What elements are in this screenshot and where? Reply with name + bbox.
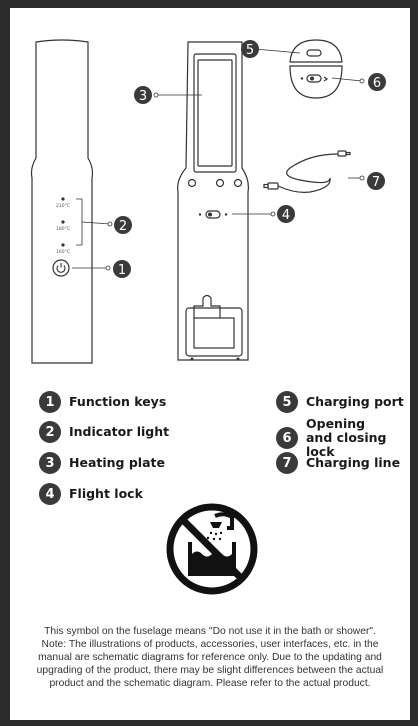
svg-text:2: 2 bbox=[118, 219, 128, 234]
legend-item-heating-plate bbox=[39, 452, 165, 474]
back-view bbox=[178, 42, 249, 360]
charging-port[interactable] bbox=[307, 50, 321, 56]
indicator-label-top: 210°C bbox=[56, 204, 70, 209]
note-line: upgrading of the product, there may be slight differences between the actual bbox=[36, 665, 384, 676]
legend-item-function-keys bbox=[39, 391, 166, 413]
legend-badge: 1 bbox=[39, 391, 61, 413]
svg-text:7: 7 bbox=[371, 175, 381, 190]
indicator-light-mid bbox=[61, 220, 64, 223]
legend-item-charging-port bbox=[276, 391, 404, 413]
callout-2 bbox=[114, 216, 132, 234]
svg-text:3: 3 bbox=[138, 89, 148, 104]
manual-page bbox=[10, 8, 410, 720]
legend-item-charging-line bbox=[276, 452, 400, 474]
indicator-light-top bbox=[61, 197, 64, 200]
legend-label: Indicator light bbox=[69, 424, 170, 439]
svg-text:5: 5 bbox=[245, 43, 255, 58]
callout-4 bbox=[277, 205, 295, 223]
heating-plate bbox=[194, 54, 236, 172]
indicator-label-mid: 180°C bbox=[56, 227, 70, 232]
callout-6 bbox=[368, 73, 386, 91]
legend-label: Charging port bbox=[306, 394, 404, 409]
note-line: manual are schematic diagrams for reference only. Due to the updating and bbox=[38, 652, 382, 663]
legend-label: Flight lock bbox=[69, 486, 143, 501]
callout-7 bbox=[367, 172, 385, 190]
indicator-bracket bbox=[76, 199, 82, 245]
lock-view bbox=[290, 66, 342, 98]
callout-1 bbox=[113, 260, 131, 278]
charging-cable bbox=[264, 151, 350, 192]
charging-port-view bbox=[290, 40, 342, 62]
legend-item-flight-lock bbox=[39, 483, 143, 505]
legend-label: Opening and closing lock bbox=[306, 416, 387, 459]
legend-badge: 2 bbox=[39, 421, 61, 443]
safety-note bbox=[24, 625, 396, 690]
legend-badge: 6 bbox=[276, 427, 298, 449]
legend-badge: 4 bbox=[39, 483, 61, 505]
power-button[interactable] bbox=[53, 260, 69, 276]
legend-label: Function keys bbox=[69, 394, 167, 409]
note-line: This symbol on the fuselage means "Do not use it in the bath or shower". bbox=[44, 626, 376, 637]
legend-item-indicator-light bbox=[39, 421, 169, 443]
product-diagram bbox=[10, 8, 410, 720]
legend-label: Charging line bbox=[306, 455, 401, 470]
legend-badge: 7 bbox=[276, 452, 298, 474]
svg-text:6: 6 bbox=[372, 76, 382, 91]
indicator-light-bottom bbox=[61, 243, 64, 246]
callout-5 bbox=[241, 40, 259, 58]
callout-3 bbox=[134, 86, 152, 104]
svg-text:1: 1 bbox=[117, 263, 127, 278]
no-bath-shower-icon bbox=[170, 507, 254, 591]
legend-badge: 5 bbox=[276, 391, 298, 413]
svg-text:4: 4 bbox=[281, 208, 291, 223]
note-line: Note: The illustrations of products, accessories, user interfaces, etc. in the bbox=[41, 639, 379, 650]
front-view bbox=[32, 40, 93, 363]
legend-badge: 3 bbox=[39, 452, 61, 474]
power-icon bbox=[57, 263, 65, 272]
legend-label: Heating plate bbox=[69, 455, 165, 470]
note-line: product and the schematic diagram. Please refer to the actual product. bbox=[49, 678, 371, 689]
indicator-label-bottom: 160°C bbox=[56, 250, 70, 255]
